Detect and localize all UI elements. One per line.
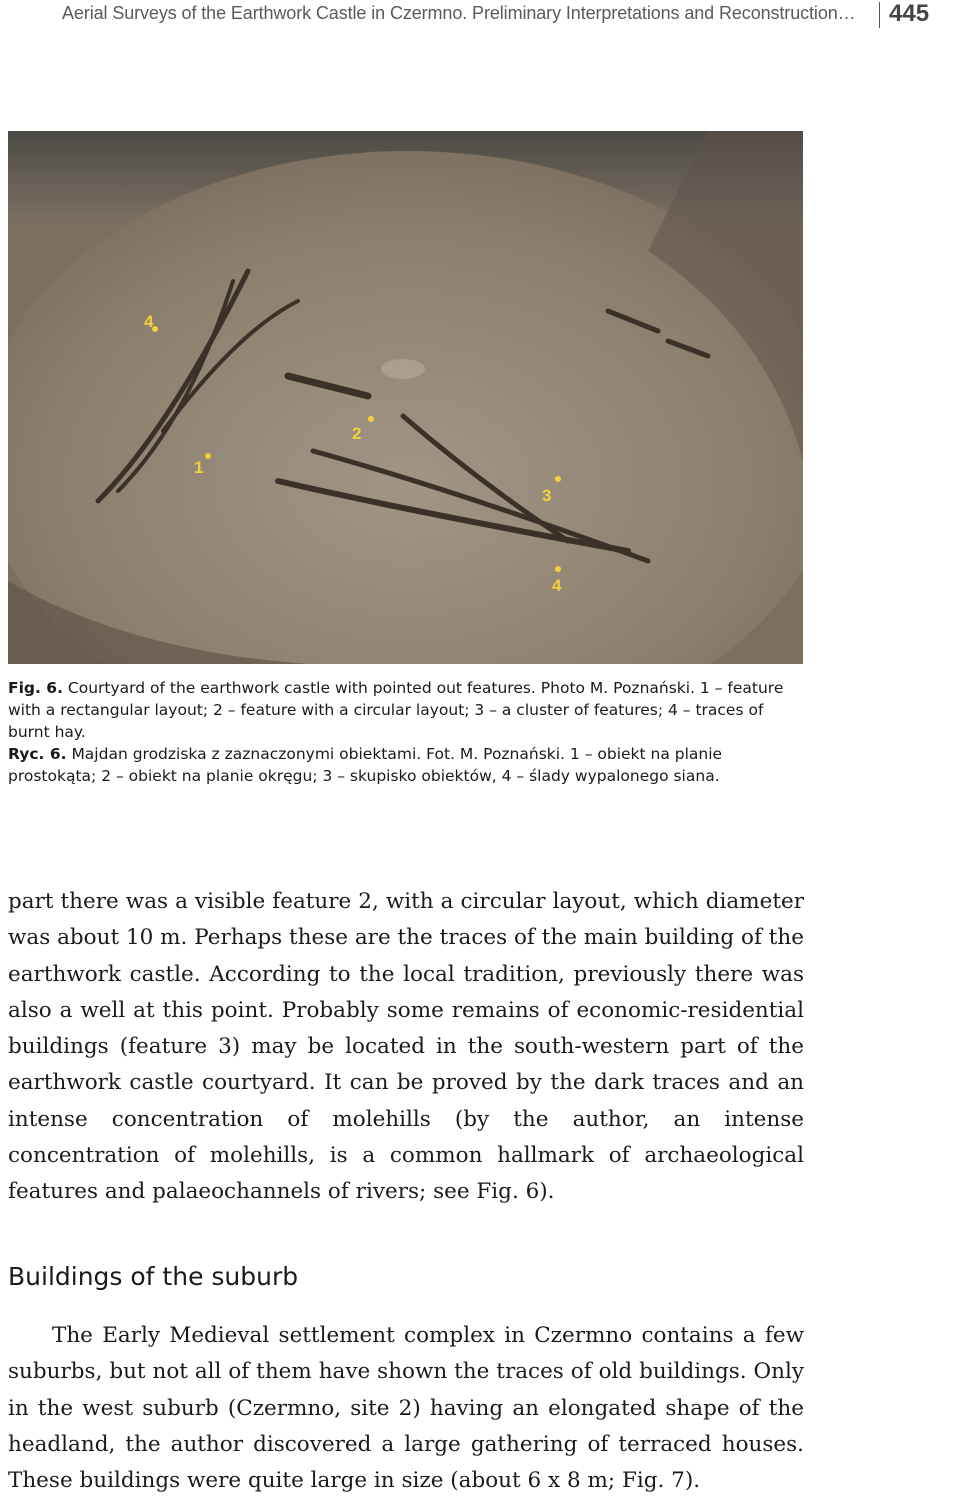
- marker-dot: [368, 416, 374, 422]
- marker-dot: [205, 453, 211, 459]
- caption-english: [8, 677, 808, 743]
- aerial-photo: [8, 131, 803, 664]
- section-heading: Buildings of the suburb: [8, 1262, 299, 1291]
- marker-label-4b: 4: [552, 576, 562, 595]
- marker-label-1: 1: [194, 458, 204, 477]
- page-number: 445: [889, 0, 930, 27]
- marker-label-3: 3: [542, 486, 552, 505]
- marker-label-4a: 4: [144, 312, 154, 331]
- running-header: [0, 0, 960, 34]
- circular-feature: [381, 359, 425, 379]
- marker-label-2: 2: [352, 424, 362, 443]
- section-paragraph: [8, 1318, 804, 1499]
- caption-polish: [8, 743, 808, 787]
- marker-dot: [555, 476, 561, 482]
- marker-dot: [555, 566, 561, 572]
- body-paragraph: part there was a visible feature 2, with a circular layout, which diameter was about 10 m. Perhaps these are the traces of the main building of the earthwork castle. According to the local tradition, previously there was also a well at this point. Probably some remains of economic-residential buildings (feature 3) may be located in the south-western part of the earthwork castle courtyard. It can be proved by the dark traces and an intense concentration of molehills (by the author, an intense concentration of molehills, is a common hallmark of archaeological features and palaeochannels of rivers; see Fig. 6).: [8, 889, 804, 1205]
- caption-english-label: Fig. 6.: [8, 679, 63, 697]
- figure-caption: [8, 677, 808, 787]
- caption-polish-text: Majdan grodziska z zaznaczonymi obiektami. Fot. M. Poznański. 1 – obiekt na planie prostokąta; 2 – obiekt na planie okręgu; 3 – skupisko obiektów, 4 – ślady wypalonego siana.: [8, 745, 723, 785]
- section-paragraph-text: The Early Medieval settlement complex in Czermno contains a few suburbs, but not all of them have shown the traces of old buildings. Only in the west suburb (Czermno, site 2) having an elongated shape of the headland, the author discovered a large gathering of terraced houses. These buildings were quite large in size (about 6 x 8 m; Fig. 7).: [8, 1323, 804, 1494]
- running-title: Aerial Surveys of the Earthwork Castle in Czermno. Preliminary Interpretations and Reconstruction…: [62, 3, 856, 23]
- header-divider: [879, 2, 880, 28]
- caption-polish-label: Ryc. 6.: [8, 745, 67, 763]
- caption-english-text: Courtyard of the earthwork castle with pointed out features. Photo M. Poznański. 1 – feature with a rectangular layout; 2 – feature with a circular layout; 3 – a cluster of features; 4 – traces of burnt hay.: [8, 679, 784, 741]
